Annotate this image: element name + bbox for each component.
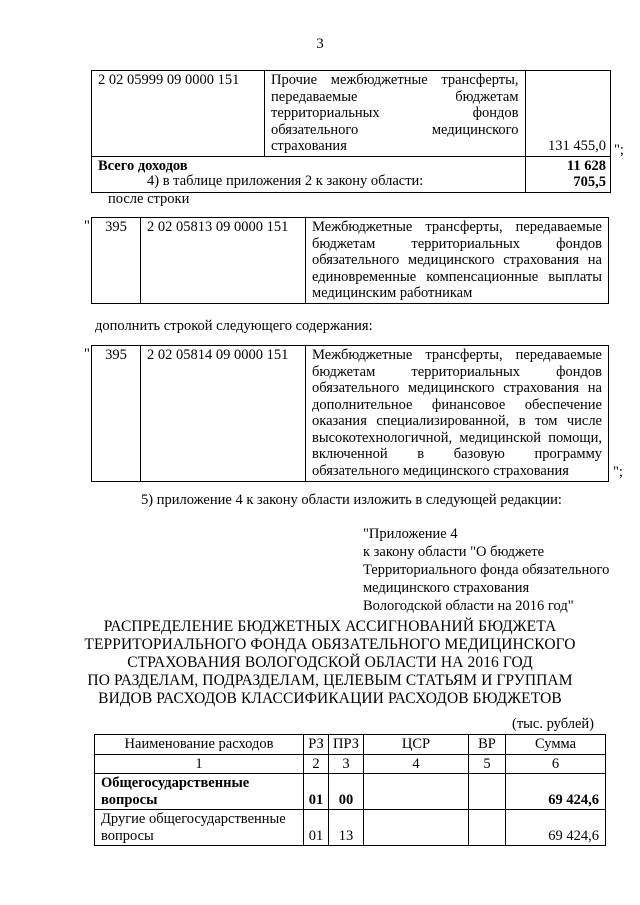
- header-csr: ЦСР: [364, 735, 469, 755]
- row-sum: 69 424,6: [506, 810, 606, 846]
- heading-line-5: ВИДОВ РАСХОДОВ КЛАССИФИКАЦИИ РАСХОДОВ БЮДЖЕТОВ: [98, 690, 562, 707]
- table-number-row: [95, 754, 606, 774]
- transfer-name: Межбюджетные трансферты, передаваемые бюджетам территориальных фондов обязательного медицинского страхования на единовременные компенсационные выплаты медицинским работникам: [306, 218, 609, 304]
- table-row: [92, 71, 611, 157]
- units-label: (тыс. рублей): [512, 716, 594, 732]
- close-quote: ";: [613, 464, 623, 480]
- item-4-text: 4) в таблице приложения 2 к закону области:: [147, 173, 424, 189]
- table-row: [92, 218, 609, 304]
- row-sum: 69 424,6: [506, 774, 606, 810]
- header-name: Наименование расходов: [95, 735, 304, 755]
- row-name: Общегосударственные вопросы: [95, 774, 304, 810]
- appendix-caption: [363, 525, 613, 615]
- admin-code: 395: [92, 218, 141, 304]
- appendix-line: медицинского страхования: [363, 580, 530, 596]
- kbk-code: 2 02 05813 09 0000 151: [141, 218, 306, 304]
- item-5-text: 5) приложение 4 к закону области изложить в следующей редакции:: [141, 492, 562, 508]
- total-label: Всего доходов: [92, 156, 526, 192]
- row-csr: [364, 774, 469, 810]
- table-row: [95, 774, 606, 810]
- row-rz: 01: [304, 774, 329, 810]
- open-quote-2: ": [84, 346, 90, 362]
- heading-line-2: ТЕРРИТОРИАЛЬНОГО ФОНДА ОБЯЗАТЕЛЬНОГО МЕДИЦИНСКОГО: [84, 636, 576, 653]
- appendix-line: Вологодской области на 2016 год": [363, 598, 574, 614]
- col-number: 2: [304, 754, 329, 774]
- total-sum: 11 628 705,5: [525, 156, 610, 192]
- transfer-table-existing: [91, 217, 609, 304]
- row-vr: [469, 774, 506, 810]
- item-4-after-row: после строки: [108, 191, 190, 207]
- open-quote: ": [84, 218, 90, 234]
- row-rz: 01: [304, 810, 329, 846]
- header-vr: ВР: [469, 735, 506, 755]
- heading-line-3: СТРАХОВАНИЯ ВОЛОГОДСКОЙ ОБЛАСТИ НА 2016 ГОД: [127, 654, 533, 671]
- kbk-code: 2 02 05814 09 0000 151: [141, 346, 306, 482]
- heading-line-1: РАСПРЕДЕЛЕНИЕ БЮДЖЕТНЫХ АССИГНОВАНИЙ БЮДЖЕТА: [103, 618, 557, 635]
- appendix-line: "Приложение 4: [363, 526, 458, 542]
- col-number: 5: [469, 754, 506, 774]
- revenue-code: 2 02 05999 09 0000 151: [92, 71, 265, 157]
- col-number: 6: [506, 754, 606, 774]
- expenditure-table: [94, 734, 606, 846]
- row-name: Другие общегосударственные вопросы: [95, 810, 304, 846]
- table-row: [92, 346, 609, 482]
- row-csr: [364, 810, 469, 846]
- heading-line-4: ПО РАЗДЕЛАМ, ПОДРАЗДЕЛАМ, ЦЕЛЕВЫМ СТАТЬЯМ И ГРУППАМ: [87, 672, 573, 689]
- table-header-row: [95, 735, 606, 755]
- appendix-line: Территориального фонда обязательного: [363, 562, 610, 578]
- total-close-quote: ";: [614, 142, 624, 158]
- row-vr: [469, 810, 506, 846]
- transfer-name: Межбюджетные трансферты, передаваемые бюджетам территориальных фондов обязательного медицинского страхования на дополнительное финансовое обеспечение оказания специализированной, в том числе высокотехнологичной, медицинской помощи, включенной в базовую программу обязательного медицинского страхования: [306, 346, 609, 482]
- transfer-table-new: [91, 345, 609, 482]
- supplement-text: дополнить строкой следующего содержания:: [95, 318, 373, 334]
- row-prz: 00: [329, 774, 364, 810]
- row-prz: 13: [329, 810, 364, 846]
- page-number: 3: [316, 36, 324, 52]
- col-number: 4: [364, 754, 469, 774]
- appendix-line: к закону области "О бюджете: [363, 544, 545, 560]
- col-number: 3: [329, 754, 364, 774]
- header-rz: РЗ: [304, 735, 329, 755]
- header-sum: Сумма: [506, 735, 606, 755]
- revenue-name: Прочие межбюджетные трансферты, передаваемые бюджетам территориальных фондов обязательного медицинского страхования: [265, 71, 526, 157]
- table-row: [95, 810, 606, 846]
- header-prz: ПРЗ: [329, 735, 364, 755]
- revenue-sum: 131 455,0: [525, 71, 610, 157]
- admin-code: 395: [92, 346, 141, 482]
- col-number: 1: [95, 754, 304, 774]
